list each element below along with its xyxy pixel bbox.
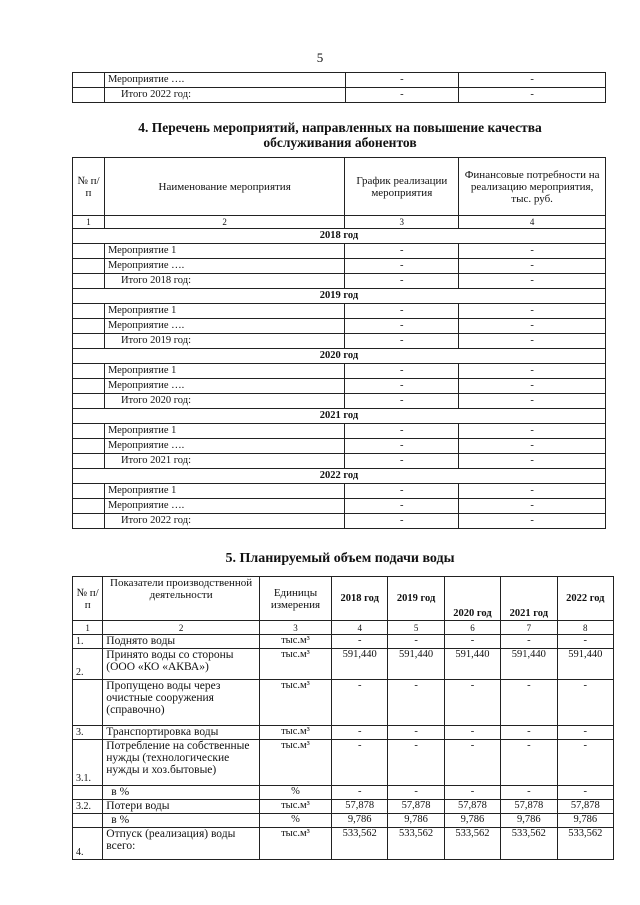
schedule-cell: - [345,319,459,334]
unit-cell: тыс.м³ [259,800,331,814]
finance-cell: - [459,439,606,454]
value-cell: - [332,786,388,800]
table-row [73,726,614,740]
schedule-cell: - [345,499,459,514]
value-cell: - [501,786,557,800]
year-heading: 2018 год [73,229,606,244]
finance-cell: - [459,73,606,88]
header-num: № п/п [73,158,105,216]
table-row [73,244,606,259]
table-row [73,304,606,319]
schedule-cell: - [345,88,459,103]
value-cell: - [332,635,388,649]
col-number: 3 [345,216,459,229]
table-header-row [73,158,606,216]
table-row [73,334,606,349]
schedule-cell: - [345,244,459,259]
value-cell: - [501,680,557,726]
indicator-name: Транспортировка воды [103,726,260,740]
event-name: Итого 2019 год: [104,334,344,349]
value-cell: 9,786 [501,814,557,828]
year-heading: 2019 год [73,289,606,304]
num-cell [73,394,105,409]
table-events [72,157,606,529]
value-cell: - [557,680,613,726]
num-cell [73,454,105,469]
value-cell: 57,878 [557,800,613,814]
col-number: 6 [444,621,500,635]
num-cell [73,364,105,379]
schedule-cell: - [345,334,459,349]
num-cell [73,379,105,394]
col-number: 2 [103,621,260,635]
value-cell: 57,878 [332,800,388,814]
event-name: Мероприятие 1 [104,424,344,439]
table-header-row [73,577,614,621]
value-cell: 591,440 [557,649,613,680]
event-name: Итого 2018 год: [104,274,344,289]
header-finance: Финансовые потребности на реализацию мероприятия, тыс. руб. [459,158,606,216]
finance-cell: - [459,454,606,469]
value-cell: - [388,786,444,800]
value-cell: 591,440 [388,649,444,680]
header-year: 2018 год [332,577,388,621]
value-cell: - [444,680,500,726]
table-water-supply [72,576,614,860]
indicator-name: в % [103,786,260,800]
table-row [73,514,606,529]
event-name: Мероприятие …. [104,259,344,274]
num-cell [73,514,105,529]
finance-cell: - [459,88,606,103]
value-cell: - [557,635,613,649]
section-5-title: 5. Планируемый объем подачи воды [225,551,455,566]
value-cell: - [332,726,388,740]
finance-cell: - [459,394,606,409]
schedule-cell: - [345,379,459,394]
col-number: 4 [459,216,606,229]
event-name: Итого 2022 год: [104,514,344,529]
event-name: Мероприятие 1 [104,484,344,499]
value-cell: 533,562 [388,828,444,860]
value-cell: 533,562 [332,828,388,860]
table-continuation [72,72,606,103]
value-cell: - [444,635,500,649]
indicator-name: Отпуск (реализация) воды всего: [103,828,260,860]
table-row [73,740,614,786]
col-number: 1 [73,216,105,229]
value-cell: 9,786 [444,814,500,828]
table-row [73,394,606,409]
finance-cell: - [459,244,606,259]
header-year: 2019 год [388,577,444,621]
finance-cell: - [459,514,606,529]
indicator-name: Поднято воды [103,635,260,649]
value-cell: - [388,635,444,649]
value-cell: - [501,726,557,740]
table-row [73,484,606,499]
value-cell: - [388,726,444,740]
page-number: 5 [316,50,324,65]
column-number-row [73,621,614,635]
indicator-name: в % [103,814,260,828]
finance-cell: - [459,424,606,439]
value-cell: - [557,786,613,800]
schedule-cell: - [345,259,459,274]
num-cell [73,424,105,439]
finance-cell: - [459,319,606,334]
row-number: 3. [73,726,103,740]
indicator-name: Потребление на собственные нужды (технологические нужды и хоз.бытовые) [103,740,260,786]
col-number: 2 [104,216,344,229]
value-cell: 591,440 [332,649,388,680]
value-cell: 57,878 [388,800,444,814]
finance-cell: - [459,334,606,349]
value-cell: - [388,680,444,726]
value-cell: 591,440 [444,649,500,680]
value-cell: - [444,726,500,740]
schedule-cell: - [345,274,459,289]
section-4-title-line2: обслуживания абонентов [263,135,417,150]
finance-cell: - [459,259,606,274]
event-name: Мероприятие 1 [104,244,344,259]
table-row [73,379,606,394]
header-year: 2022 год [557,577,613,621]
year-group-row [73,229,606,244]
schedule-cell: - [345,484,459,499]
row-number: 4. [73,828,103,860]
column-number-row [73,216,606,229]
value-cell: - [501,740,557,786]
row-number: 3.1. [73,740,103,786]
event-name: Мероприятие …. [104,439,344,454]
value-cell: 533,562 [557,828,613,860]
num-cell [73,304,105,319]
event-name: Мероприятие 1 [104,304,344,319]
row-number [73,786,103,800]
indicator-name: Потери воды [103,800,260,814]
event-name: Мероприятие …. [104,499,344,514]
value-cell: - [388,740,444,786]
table-row [73,635,614,649]
year-group-row [73,349,606,364]
table-row [73,786,614,800]
table-row [73,439,606,454]
schedule-cell: - [345,304,459,319]
table-row [73,649,614,680]
table-row [73,274,606,289]
year-heading: 2022 год [73,469,606,484]
event-name: Итого 2022 год: [104,88,345,103]
finance-cell: - [459,304,606,319]
value-cell: 9,786 [557,814,613,828]
year-group-row [73,469,606,484]
row-number [73,680,103,726]
schedule-cell: - [345,73,459,88]
value-cell: 57,878 [501,800,557,814]
finance-cell: - [459,379,606,394]
col-number: 1 [73,621,103,635]
schedule-cell: - [345,394,459,409]
year-heading: 2020 год [73,349,606,364]
col-number: 8 [557,621,613,635]
event-name: Мероприятие …. [104,73,345,88]
schedule-cell: - [345,454,459,469]
finance-cell: - [459,484,606,499]
event-name: Мероприятие …. [104,379,344,394]
table-row [73,680,614,726]
num-cell [73,484,105,499]
finance-cell: - [459,364,606,379]
event-name: Итого 2020 год: [104,394,344,409]
header-indicator: Показатели производственной деятельности [103,577,260,621]
table-row [73,364,606,379]
header-year: 2021 год [501,577,557,621]
value-cell: - [444,740,500,786]
value-cell: - [332,680,388,726]
value-cell: - [444,786,500,800]
schedule-cell: - [345,364,459,379]
unit-cell: тыс.м³ [259,635,331,649]
event-name: Мероприятие 1 [104,364,344,379]
value-cell: - [557,740,613,786]
finance-cell: - [459,499,606,514]
unit-cell: тыс.м³ [259,726,331,740]
header-schedule: График реализации мероприятия [345,158,459,216]
table-row [73,499,606,514]
row-number [73,814,103,828]
num-cell [73,244,105,259]
value-cell: 9,786 [388,814,444,828]
unit-cell: тыс.м³ [259,649,331,680]
unit-cell: % [259,814,331,828]
value-cell: - [501,635,557,649]
col-number: 4 [332,621,388,635]
year-group-row [73,409,606,424]
col-number: 5 [388,621,444,635]
table-row [73,259,606,274]
unit-cell: тыс.м³ [259,740,331,786]
value-cell: - [332,740,388,786]
header-unit: Единицы измерения [259,577,331,621]
table-row [73,88,606,103]
indicator-name: Принято воды со стороны (ООО «КО «АКВА») [103,649,260,680]
value-cell: 9,786 [332,814,388,828]
schedule-cell: - [345,439,459,454]
row-number: 3.2. [73,800,103,814]
num-cell [73,274,105,289]
value-cell: 591,440 [501,649,557,680]
table-row [73,800,614,814]
table-row [73,319,606,334]
col-number: 7 [501,621,557,635]
finance-cell: - [459,274,606,289]
unit-cell: тыс.м³ [259,680,331,726]
num-cell [73,319,105,334]
row-number: 2. [73,649,103,680]
year-group-row [73,289,606,304]
unit-cell: тыс.м³ [259,828,331,860]
row-number: 1. [73,635,103,649]
section-4-title [100,120,580,150]
col-number: 3 [259,621,331,635]
header-num: № п/п [73,577,103,621]
num-cell [73,499,105,514]
num-cell [73,439,105,454]
value-cell: - [557,726,613,740]
value-cell: 57,878 [444,800,500,814]
unit-cell: % [259,786,331,800]
event-name: Итого 2021 год: [104,454,344,469]
table-row [73,424,606,439]
header-year: 2020 год [444,577,500,621]
table-row [73,73,606,88]
num-cell [73,334,105,349]
indicator-name: Пропущено воды через очистные сооружения (справочно) [103,680,260,726]
table-row [73,828,614,860]
value-cell: 533,562 [501,828,557,860]
table-row [73,814,614,828]
section-4-title-line1: 4. Перечень мероприятий, направленных на повышение качества [138,120,542,135]
event-name: Мероприятие …. [104,319,344,334]
schedule-cell: - [345,514,459,529]
header-name: Наименование мероприятия [104,158,344,216]
value-cell: 533,562 [444,828,500,860]
num-cell [73,259,105,274]
table-row [73,454,606,469]
schedule-cell: - [345,424,459,439]
year-heading: 2021 год [73,409,606,424]
